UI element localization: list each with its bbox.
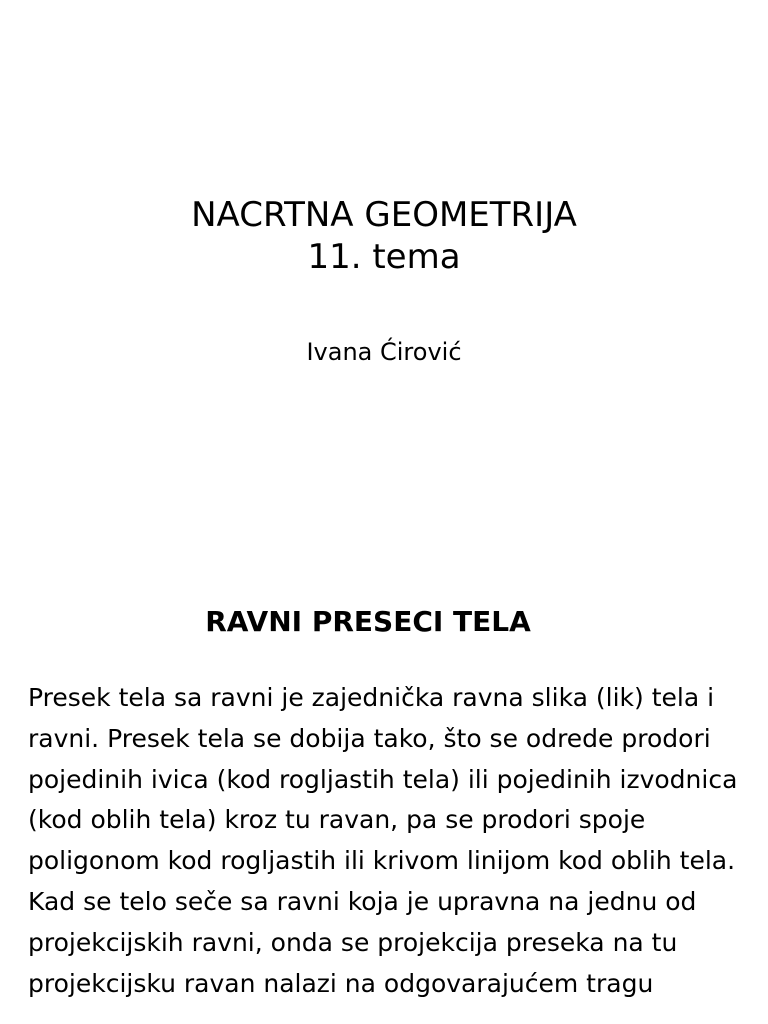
content-slide (0, 576, 768, 1024)
presentation-title (0, 194, 768, 278)
body-text (28, 678, 758, 1004)
author-name: Ivana Ćirović (306, 338, 462, 366)
title-line-1: NACRTNA GEOMETRIJA (191, 195, 577, 235)
paragraph-upravna-ravan: Kad se telo seče sa ravni koja je upravna na jednu od projekcijskih ravni, onda se projekcija preseka na tu projekcijsku ravan nalazi na odgovarajućem tragu (28, 886, 697, 998)
paragraph-presek-definition: Presek tela sa ravni je zajednička ravna slika (lik) tela i ravni. Presek tela se dobija tako, što se odrede prodori pojedinih ivica (kod rogljastih tela) ili pojedinih izvodnica (kod oblih tela) kroz tu ravan, pa se prodori spoje poligonom kod rogljastih ili krivom linijom kod oblih tela. (28, 683, 738, 876)
title-line-2: 11. tema (307, 237, 461, 277)
section-heading: RAVNI PRESECI TELA (205, 605, 531, 638)
